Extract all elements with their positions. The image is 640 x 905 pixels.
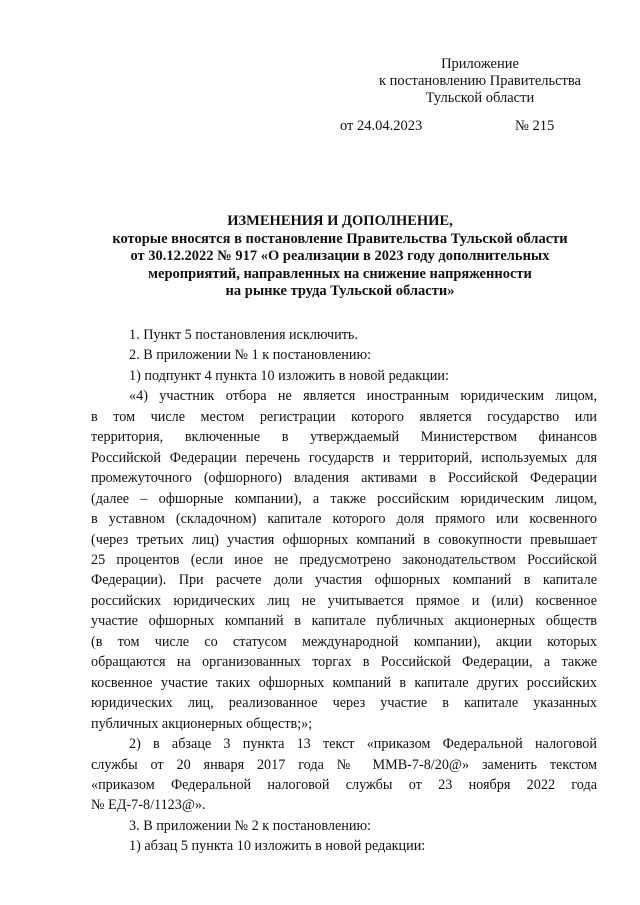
annex-header [330,56,630,107]
quoted-paragraph [91,386,597,734]
text-line: № ЕД-7-8/1123@». [91,797,206,814]
annex-line: Приложение [441,56,519,72]
paragraph: 1) подпункт 4 пункта 10 изложить в новой редакции: [129,367,449,384]
text-line: юридических лиц, реализованное через участие в капитале указанных [91,695,597,712]
paragraph: 1) абзац 5 пункта 10 изложить в новой редакции: [129,838,426,855]
text-line: «приказом Федеральной налоговой службы от 23 ноября 2022 года [91,776,597,793]
document-title [60,213,620,301]
document-body [91,325,597,857]
title-line: на рынке труда Тульской области» [225,283,455,299]
annex-line: Тульской области [425,90,535,106]
title-line: от 30.12.2022 № 917 «О реализации в 2023 году дополнительных [130,248,550,264]
title-line: ИЗМЕНЕНИЯ И ДОПОЛНЕНИЕ, [227,213,453,229]
text-line: 25 процентов (если иное не предусмотрено законодательством Российской [91,551,597,568]
paragraph: 1. Пункт 5 постановления исключить. [129,327,358,343]
title-line: мероприятий, направленных на снижение напряженности [148,265,532,282]
text-line: (через третьих лиц) участия офшорных компаний в совокупности превышает [91,531,597,548]
text-line: (в том числе со статусом международной компании), акции которых [91,633,597,650]
title-line: которые вносятся в постановление Правительства Тульской области [112,230,568,247]
text-line: Российской Федерации перечень государств и территорий, используемых для [91,449,597,466]
text-line: участие офшорных компаний в капитале публичных акционерных обществ [91,613,597,630]
text-line: службы от 20 января 2017 года № ММВ-7-8/20@» заменить текстом [91,756,597,773]
text-line: обращаются на организованных торгах в Российской Федерации, а также [91,654,597,671]
text-line: Федерации). При расчете доли участия офшорных компаний в капитале [91,572,597,589]
text-line: косвенное участие таких офшорных компаний в капитале других российских [91,674,597,691]
text-line: российских юридических лиц не учитывается прямое и (или) косвенное [91,592,597,609]
paragraph: 2. В приложении № 1 к постановлению: [129,347,372,364]
text-line: в уставном (складочном) капитале которого доля прямого или косвенного [91,511,597,528]
paragraph-item-2 [91,734,597,816]
text-line: (далее – офшорные компании), а также российским юридическим лицом, [91,490,597,507]
text-line: в том числе местом регистрации которого является государство или [91,408,597,425]
text-line: публичных акционерных обществ;»; [91,715,313,732]
document-date: от 24.04.2023 [340,118,423,134]
text-line: территория, включенные в утверждаемый Министерством финансов [91,429,597,446]
document-number: № 215 [515,118,555,134]
annex-line: к постановлению Правительства [379,73,581,89]
text-line: промежуточного (офшорного) владения активами в Российской Федерации [91,470,597,487]
paragraph: 3. В приложении № 2 к постановлению: [129,817,372,834]
text-line: «4) участник отбора не является иностранным юридическим лицом, [129,388,597,405]
text-line: 2) в абзаце 3 пункта 13 текст «приказом Федеральной налоговой [129,736,597,753]
